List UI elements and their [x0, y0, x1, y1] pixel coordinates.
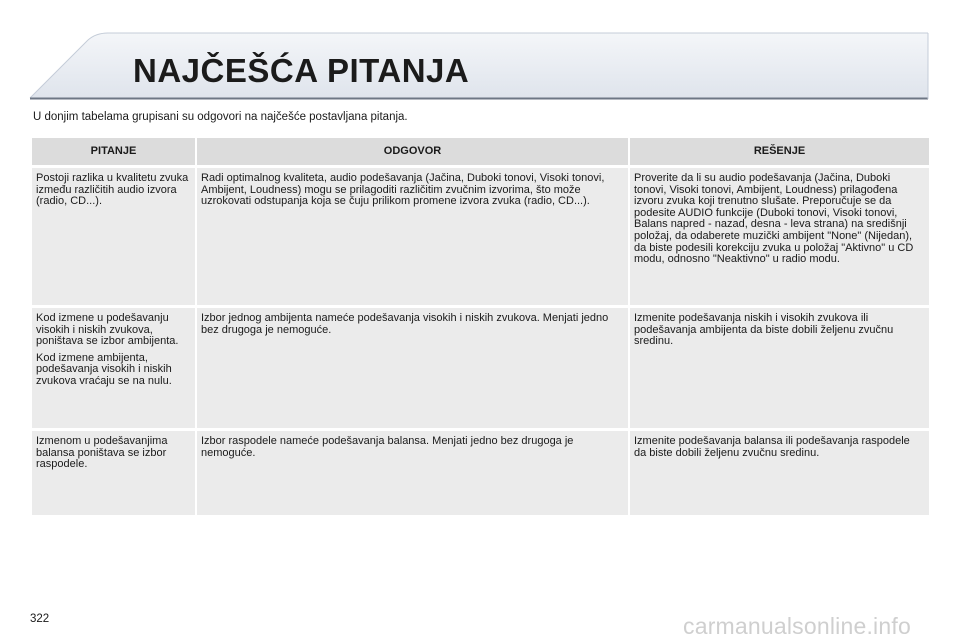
- solution-text: Izmenite podešavanja niskih i visokih zvukova ili podešavanja ambijenta da biste dobili željenu zvučnu sredinu.: [634, 312, 894, 348]
- page-number: 322: [30, 613, 50, 625]
- answer-text: Izbor raspodele nameće podešavanja balansa. Menjati jedno bez drugoga je nemoguće.: [201, 435, 574, 459]
- solution-cell: [629, 167, 929, 307]
- answer-cell: [196, 430, 629, 516]
- page-title: NAJČEŠĆA PITANJA: [133, 52, 470, 89]
- question-text: Postoji razlika u kvalitetu zvuka između različitih audio izvora (radio, CD...).: [36, 172, 189, 208]
- solution-text: Proverite da li su audio podešavanja (Jačina, Duboki tonovi, Visoki tonovi, Ambijent, Loudness) prilagođena izvoru zvuka koji trenutno slušate. Preporučuje se da podesite AUDIO funkcije (Duboki tonovi, Visoki tonovi, Balans napred - nazad, desna - leva strana) na središnji položaj, da odaberete muzički ambijent "None" (Nijedan), da biste podesili korekciju zvuka u položaj "Aktivno" u CD modu, odnosno "Neaktivno" u radio modu.: [634, 172, 914, 266]
- header-solution: REŠENJE: [629, 138, 929, 167]
- question-cell: [32, 167, 196, 307]
- answer-cell: [196, 167, 629, 307]
- table-row: [32, 430, 929, 516]
- solution-text: Izmenite podešavanja balansa ili podešavanja raspodele da biste dobili željenu zvučnu sredinu.: [634, 435, 910, 459]
- table-row: [32, 307, 929, 430]
- question-text: Kod izmene ambijenta, podešavanja visokih i niskih zvukova vraćaju se na nulu.: [36, 351, 172, 387]
- answer-text: Izbor jednog ambijenta nameće podešavanja visokih i niskih zvukova. Menjati jedno bez drugoga je nemoguće.: [201, 312, 609, 336]
- question-text: Izmenom u podešavanjima balansa poništava se izbor raspodele.: [36, 435, 168, 471]
- header-answer: ODGOVOR: [196, 138, 629, 167]
- question-text: Kod izmene u podešavanju visokih i niskih zvukova, poništava se izbor ambijenta.: [36, 312, 179, 348]
- solution-cell: [629, 430, 929, 516]
- table-row: [32, 167, 929, 307]
- table-header-row: [32, 138, 929, 167]
- answer-text: Radi optimalnog kvaliteta, audio podešavanja (Jačina, Duboki tonovi, Visoki tonovi, Ambijent, Loudness) mogu se prilagoditi različitim zvučnim izvorima, što može uzrokovati odstupanja koja se čuju prilikom promene izvora zvuka (radio, CD...).: [201, 172, 605, 208]
- faq-table: [32, 138, 929, 515]
- intro-text: U donjim tabelama grupisani su odgovori na najčešće postavljana pitanja.: [33, 111, 408, 123]
- watermark[interactable]: carmanualsonline.info: [683, 613, 911, 639]
- question-cell: [32, 430, 196, 516]
- header-question: PITANJE: [32, 138, 196, 167]
- solution-cell: [629, 307, 929, 430]
- answer-cell: [196, 307, 629, 430]
- question-cell: [32, 307, 196, 430]
